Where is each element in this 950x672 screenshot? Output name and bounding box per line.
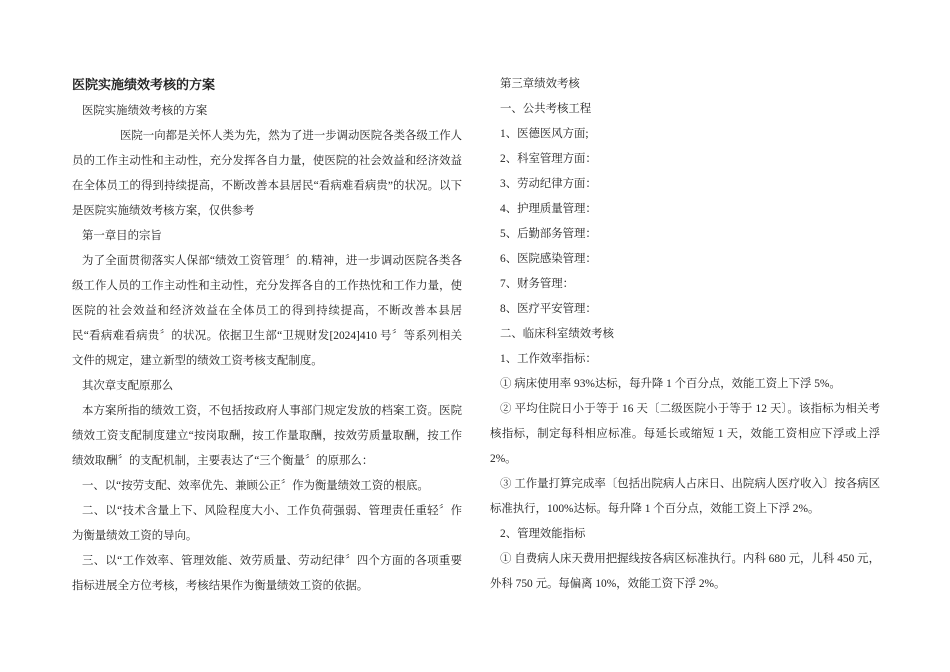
- public-assessment-item: 7、财务管理：: [500, 278, 575, 290]
- clinical-assessment-heading: 二、临床科室绩效考核: [500, 328, 614, 340]
- principle-item: 二、以“技术含量上下、风险程度大小、工作负荷强弱、管理责任重轻〞作为衡量绩效工资的导向。: [72, 505, 462, 542]
- public-assessment-item: 2、科室管理方面：: [500, 153, 597, 165]
- principle-item: 一、以“按劳支配、效率优先、兼顾公正〞作为衡量绩效工资的根底。: [82, 480, 429, 492]
- document-title: 医院实施绩效考核的方案: [72, 77, 216, 92]
- management-indicator-item: ① 自费病人床天费用把握线按各病区标准执行。内科 680 元，儿科 450 元，外科 750 元。每偏离 10%，效能工资下浮 2%。: [490, 553, 880, 590]
- right-column: [490, 72, 880, 597]
- public-assessment-item: 8、医疗平安管理：: [500, 303, 597, 315]
- chapter-2-heading: 其次章支配原那么: [82, 380, 174, 392]
- chapter-3-heading: 第三章绩效考核: [500, 78, 580, 90]
- public-assessment-item: 4、护理质量管理：: [500, 203, 597, 215]
- public-assessment-item: 5、后勤部务管理：: [500, 228, 597, 240]
- chapter-2-paragraph: 本方案所指的绩效工资，不包括按政府人事部门规定发放的档案工资。医院绩效工资支配制度建立“按岗取酬，按工作量取酬，按效劳质量取酬，按工作绩效取酬〞的支配机制，主要表达了“三个衡量〞的原那么：: [72, 405, 462, 467]
- left-column: [72, 72, 462, 599]
- management-indicator-heading: 2、管理效能指标: [500, 528, 586, 540]
- efficiency-indicator-item: ③ 工作量打算完成率〔包括出院病人占床日、出院病人医疗收入〕按各病区标准执行，100%达标。每升降 1 个百分点，效能工资上下浮 2%。: [490, 478, 880, 515]
- principle-item: 三、以“工作效率、管理效能、效劳质量、劳动纪律〞四个方面的各项重要指标进展全方位考核，考核结果作为衡量绩效工资的依据。: [72, 555, 462, 592]
- efficiency-indicator-heading: 1、工作效率指标：: [500, 353, 597, 365]
- chapter-1-paragraph: 为了全面贯彻落实人保部“绩效工资管理〞的.精神，进一步调动医院各类各级工作人员的工作主动性和主动性，充分发挥各自的工作热忱和工作力量，使医院的社会效益和经济效益在全体员工的得到持续提高，不断改善本县居民“看病难看病贵〞的状况。依据卫生部“卫规财发[2024]410 号〞等系列相关文件的规定，建立新型的绩效工资考核支配制度。: [72, 255, 462, 367]
- intro-paragraph: 医院一向都是关怀人类为先，然为了进一步调动医院各类各级工作人员的工作主动性和主动性，充分发挥各自力量，使医院的社会效益和经济效益在全体员工的得到持续提高，不断改善本县居民“看病难看病贵”的状况。以下是医院实施绩效考核方案，仅供参考: [72, 130, 462, 217]
- efficiency-indicator-item: ② 平均住院日小于等于 16 天〔二级医院小于等于 12 天〕。该指标为相关考核指标，制定每科相应标准。每延长或缩短 1 天，效能工资相应下浮或上浮 2%。: [490, 403, 880, 465]
- efficiency-indicator-item: ① 病床使用率 93%达标，每升降 1 个百分点，效能工资上下浮 5%。: [500, 378, 841, 390]
- chapter-1-heading: 第一章目的宗旨: [82, 230, 162, 242]
- public-assessment-item: 3、劳动纪律方面：: [500, 178, 597, 190]
- document-subtitle: 医院实施绩效考核的方案: [82, 105, 208, 117]
- public-assessment-item: 1、医德医风方面;: [500, 128, 589, 140]
- public-assessment-item: 6、医院感染管理：: [500, 253, 597, 265]
- public-assessment-heading: 一、公共考核工程: [500, 103, 592, 115]
